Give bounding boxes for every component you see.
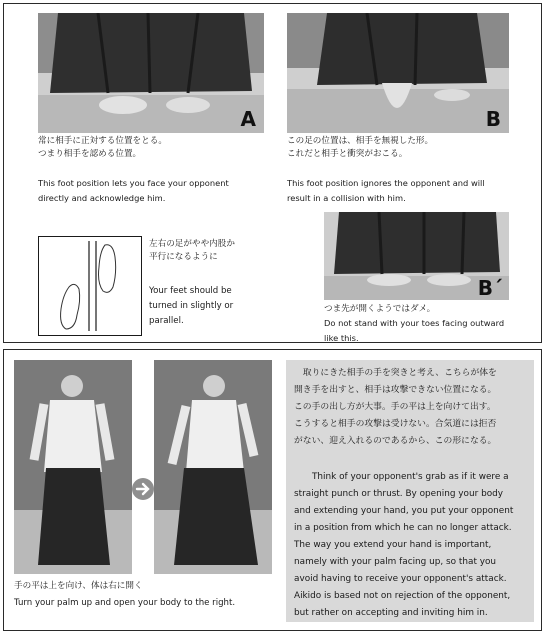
explanation-en-line: Aikido is based not on rejection of the opponent, [294, 591, 511, 601]
photo-a-caption-en-2: directly and acknowledge him. [38, 193, 166, 203]
photo-b-prime-letter: B´ [477, 276, 503, 300]
photo-a-feet-facing-forward [38, 13, 264, 133]
photo-b-prime-caption-en-1: Do not stand with your toes facing outward [324, 318, 505, 328]
photo-b-prime-toes-outward [324, 212, 509, 300]
explanation-en-line: in a position from which he can no longer attack. [294, 523, 512, 533]
explanation-jp-line: こうすると相手の攻撃は受けない。合気道には拒否 [294, 419, 497, 429]
bottom-caption-jp: 手の平は上を向け、体は右に開く [14, 581, 143, 591]
explanation-en-line: straight punch or thrust. By opening your body [294, 489, 504, 499]
photo-a-caption-jp-2: つまり相手を認める位置。 [38, 149, 142, 159]
explanation-jp-line: 開き手を出すと、相手は攻撃できない位置になる。 [294, 385, 497, 395]
top-panel [3, 3, 542, 343]
explanation-jp-line: がない、迎え入れるのであるから、この形になる。 [294, 436, 497, 446]
diagram-caption-en-1: Your feet should be [149, 286, 232, 296]
photo-a-caption-jp-1: 常に相手に正対する位置をとる。 [38, 136, 167, 146]
photo-a-letter: A [240, 107, 256, 131]
bottom-panel [3, 349, 542, 631]
diagram-caption-jp-1: 左右の足がやや内股か [149, 239, 235, 249]
explanation-en-line: namely with your palm facing up, so that you [294, 557, 497, 567]
right-arrow-icon [132, 478, 154, 500]
explanation-en-line: and extending your hand, you put your opponent [294, 506, 514, 516]
photo-b-prime-caption-en-2: like this. [324, 333, 359, 343]
photo-aikido-start-stance [14, 360, 132, 574]
photo-b-caption-en-1: This foot position ignores the opponent and will [287, 178, 485, 188]
photo-b-caption-en-2: result in a collision with him. [287, 193, 406, 203]
explanation-en-line: avoid having to receive your opponent's attack. [294, 574, 507, 584]
foot-outline-icon [39, 237, 141, 335]
photo-a-caption-en-1: This foot position lets you face your opponent [38, 178, 229, 188]
explanation-en-line: Think of your opponent's grab as if it were a [312, 472, 509, 482]
explanation-en-line: The way you extend your hand is important, [294, 540, 492, 550]
explanation-jp-line: この手の出し方が大事。手の平は上を向けて出す。 [294, 402, 496, 412]
photo-aikido-open-body [154, 360, 272, 574]
diagram-caption-jp-2: 平行になるように [149, 252, 218, 262]
foot-position-diagram [38, 236, 142, 336]
diagram-caption-en-2: turned in slightly or [149, 301, 234, 311]
bottom-caption-en: Turn your palm up and open your body to the right. [14, 598, 236, 608]
photo-b-caption-jp-1: この足の位置は、相手を無視した形。 [287, 136, 434, 146]
photo-b-prime-caption-jp: つま先が開くようではダメ。 [324, 304, 436, 314]
explanation-textbox [286, 360, 534, 622]
explanation-en-line: but rather on accepting and inviting him in. [294, 608, 488, 618]
photo-b-letter: B [485, 107, 501, 131]
photo-b-feet-ignoring-opponent [287, 13, 509, 133]
explanation-jp-line: 取りにきた相手の手を突きと考え、こちらが体を [294, 368, 497, 378]
diagram-caption-en-3: parallel. [149, 316, 184, 326]
photo-b-caption-jp-2: これだと相手と衝突がおこる。 [287, 149, 408, 159]
